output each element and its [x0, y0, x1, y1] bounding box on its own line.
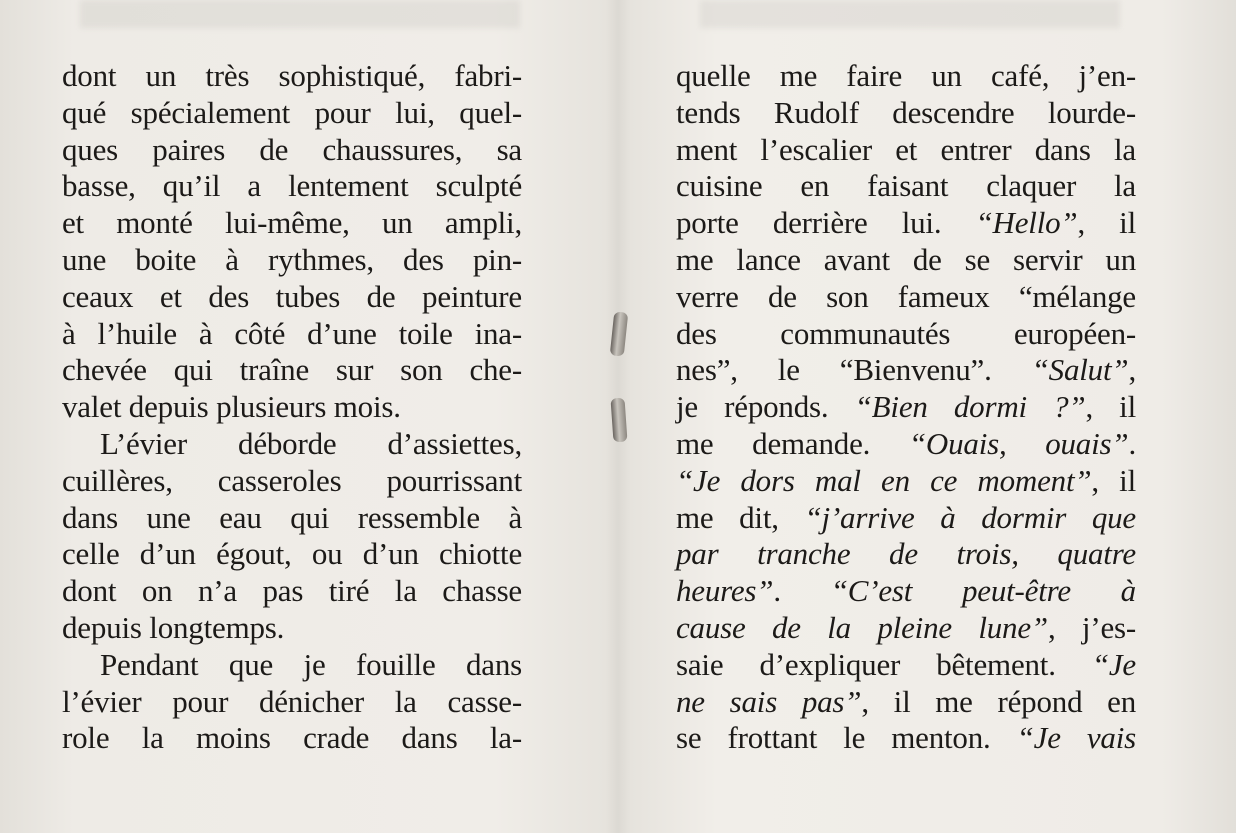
text-segment: cuillères, casseroles pourrissant: [62, 462, 522, 498]
text-segment: verre de son fameux “mélange: [676, 278, 1136, 314]
bleed-through-left: [80, 0, 520, 28]
text-segment: qué spécialement pour lui, quel-: [62, 94, 522, 130]
text-line: [676, 168, 1136, 205]
text-line: [62, 168, 522, 205]
text-segment: dont un très sophistiqué, fabri-: [62, 58, 522, 93]
text-segment: une boite à rythmes, des pin-: [62, 241, 522, 277]
text-segment: nes”, le “Bienvenu”.: [676, 352, 1032, 388]
binding-stitch-bottom: [610, 398, 627, 443]
text-line: [62, 610, 522, 647]
text-line: [62, 684, 522, 721]
italic-dialogue: “Je dors mal en ce moment”: [676, 462, 1092, 498]
text-line: [62, 95, 522, 132]
text-segment: saie d’expliquer bêtement.: [676, 646, 1092, 682]
text-line: [62, 573, 522, 610]
text-line: [676, 536, 1136, 573]
text-segment: me dit,: [676, 499, 805, 535]
text-line: [676, 647, 1136, 684]
italic-dialogue: “Je vais: [1016, 720, 1136, 756]
text-line: [62, 426, 522, 463]
italic-dialogue: “C’est peut-être à: [830, 573, 1136, 609]
text-line: [676, 500, 1136, 537]
text-segment: des communautés européen-: [676, 315, 1136, 351]
italic-dialogue: ne sais pas”: [676, 683, 862, 719]
italic-dialogue: “Salut”: [1031, 352, 1129, 388]
text-segment: ceaux et des tubes de peinture: [62, 278, 522, 314]
text-segment: L’évier déborde d’assiettes,: [100, 425, 522, 461]
text-line: [62, 352, 522, 389]
text-line: [676, 316, 1136, 353]
text-line: [62, 58, 522, 95]
text-line: [676, 205, 1136, 242]
text-segment: je réponds.: [676, 389, 855, 425]
text-line: [62, 316, 522, 353]
text-line: [676, 610, 1136, 647]
text-segment: celle d’un égout, ou d’un chiotte: [62, 536, 522, 572]
text-line: [62, 536, 522, 573]
text-line: [676, 279, 1136, 316]
italic-dialogue: “j’arrive à dormir que: [804, 499, 1136, 535]
text-segment: porte derrière lui.: [676, 205, 976, 241]
italic-dialogue: “Je: [1091, 646, 1136, 682]
text-segment: .: [773, 573, 831, 609]
right-page-text: [676, 58, 1136, 757]
text-segment: , j’es-: [1047, 609, 1136, 645]
text-line: [62, 279, 522, 316]
text-segment: ,: [1128, 352, 1136, 388]
text-line: [676, 573, 1136, 610]
text-segment: , il me répond en: [861, 683, 1136, 719]
text-line: [676, 58, 1136, 95]
text-segment: dans une eau qui ressemble à: [62, 499, 522, 535]
text-segment: à l’huile à côté d’une toile ina-: [62, 315, 522, 351]
text-line: [62, 242, 522, 279]
text-line: [62, 463, 522, 500]
text-segment: Pendant que je fouille dans: [100, 646, 522, 682]
text-segment: tends Rudolf descendre lourde-: [676, 94, 1136, 130]
text-segment: l’évier pour dénicher la casse-: [62, 683, 522, 719]
italic-dialogue: par tranche de trois, quatre: [676, 536, 1136, 572]
text-line: [62, 132, 522, 169]
text-line: [676, 132, 1136, 169]
text-segment: dont on n’a pas tiré la chasse: [62, 573, 522, 609]
text-segment: depuis longtemps.: [62, 609, 285, 645]
text-line: [62, 205, 522, 242]
text-segment: , il: [1077, 205, 1136, 241]
left-page-text: [62, 58, 522, 757]
text-segment: cuisine en faisant claquer la: [676, 168, 1136, 204]
text-segment: ment l’escalier et entrer dans la: [676, 131, 1136, 167]
text-segment: .: [1128, 425, 1136, 461]
text-segment: se frottant le menton.: [676, 720, 1017, 756]
text-line: [62, 720, 522, 757]
text-segment: role la moins crade dans la-: [62, 720, 522, 756]
binding-stitch-top: [610, 311, 629, 356]
italic-dialogue: “Bien dormi ?”: [854, 389, 1086, 425]
text-line: [676, 242, 1136, 279]
text-line: [62, 647, 522, 684]
text-line: [676, 352, 1136, 389]
text-line: [676, 720, 1136, 757]
text-segment: quelle me faire un café, j’en-: [676, 58, 1136, 93]
italic-dialogue: cause de la pleine lune”: [676, 609, 1048, 645]
text-segment: chevée qui traîne sur son che-: [62, 352, 522, 388]
text-segment: basse, qu’il a lentement sculpté: [62, 168, 522, 204]
text-line: [62, 389, 522, 426]
text-segment: me lance avant de se servir un: [676, 241, 1136, 277]
text-line: [676, 426, 1136, 463]
bleed-through-right: [700, 0, 1120, 28]
text-segment: valet depuis plusieurs mois.: [62, 389, 401, 425]
text-segment: , il: [1091, 462, 1136, 498]
text-line: [676, 463, 1136, 500]
text-line: [676, 389, 1136, 426]
text-segment: et monté lui-même, un ampli,: [62, 205, 522, 241]
italic-dialogue: “Hello”: [975, 205, 1078, 241]
text-segment: me demande.: [676, 425, 909, 461]
text-segment: , il: [1085, 389, 1136, 425]
text-line: [676, 684, 1136, 721]
italic-dialogue: “Ouais, ouais”: [908, 425, 1129, 461]
text-line: [676, 95, 1136, 132]
text-segment: ques paires de chaussures, sa: [62, 131, 522, 167]
text-line: [62, 500, 522, 537]
italic-dialogue: heures”: [676, 573, 774, 609]
